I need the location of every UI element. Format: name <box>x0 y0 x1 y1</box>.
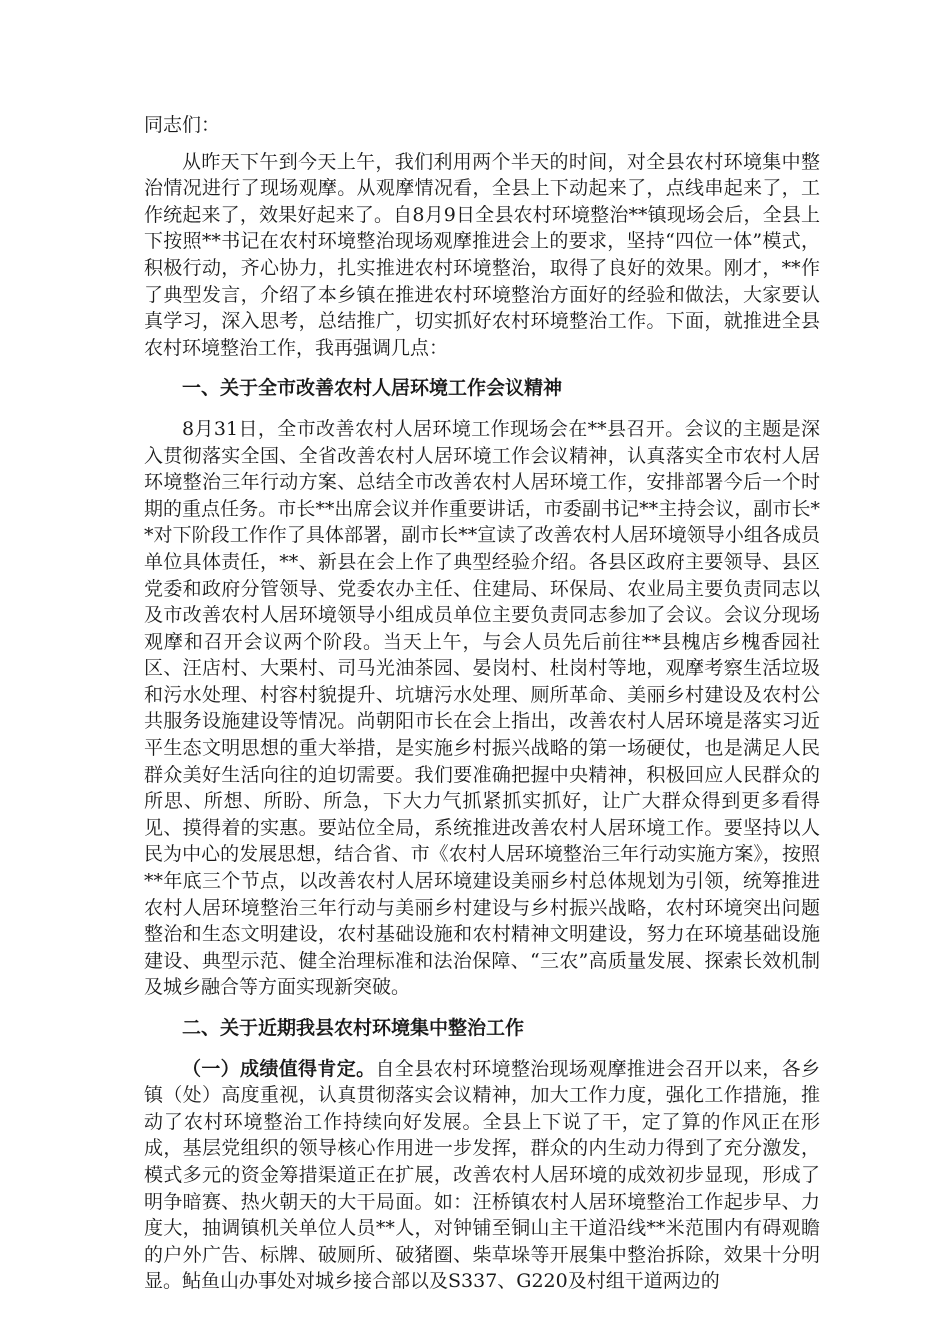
document-page <box>144 112 820 1295</box>
subsection-1-body: 自全县农村环境整治现场观摩推进会召开以来，各乡镇（处）高度重视，认真贯彻落实会议精神，加大工作力度，强化工作措施，推动了农村环境整治工作持续向好发展。全县上下说了干，定了算的作风正在形成，基层党组织的领导核心作用进一步发挥，群众的内生动力得到了充分激发，模式多元的资金筹措渠道正在扩展，改善农村人居环境的成效初步显现，形成了明争暗赛、热火朝天的大干局面。如：汪桥镇农村人居环境整治工作起步早、力度大，抽调镇机关单位人员**人，对钟铺至铜山主干道沿线**米范围内有碍观瞻的户外广告、标牌、破厕所、破猪圈、柴草垛等开展集中整治拆除，效果十分明显。鲇鱼山办事处对城乡接合部以及S337、G220及村组干道两边的 <box>144 1057 820 1293</box>
section-1-paragraph: 8月31日，全市改善农村人居环境工作现场会在**县召开。会议的主题是深入贯彻落实全国、全省改善农村人居环境工作会议精神，认真落实全市农村人居环境整治三年行动方案、总结全市改善农村人居环境工作，安排部署今后一个时期的重点任务。市长**出席会议并作重要讲话，市委副书记**主持会议，副市长**对下阶段工作作了具体部署，副市长**宣读了改善农村人居环境领导小组各成员单位具体责任，**、新县在会上作了典型经验介绍。各县区政府主要领导、县区党委和政府分管领导、党委农办主任、住建局、环保局、农业局主要负责同志以及市改善农村人居环境领导小组成员单位主要负责同志参加了会议。会议分现场观摩和召开会议两个阶段。当天上午，与会人员先后前往**县槐店乡槐香园社区、汪店村、大栗村、司马光油茶园、晏岗村、杜岗村等地，观摩考察生活垃圾和污水处理、村容村貌提升、坑塘污水处理、厕所革命、美丽乡村建设及农村公共服务设施建设等情况。尚朝阳市长在会上指出，改善农村人居环境是落实习近平生态文明思想的重大举措，是实施乡村振兴战略的第一场硬仗，也是满足人民群众美好生活向往的迫切需要。我们要准确把握中央精神，积极回应人民群众的所思、所想、所盼、所急，下大力气抓紧抓实抓好，让广大群众得到更多看得见、摸得着的实惠。要站位全局，系统推进改善农村人居环境工作。要坚持以人民为中心的发展思想，结合省、市《农村人居环境整治三年行动实施方案》，按照**年底三个节点，以改善农村人居环境建设美丽乡村总体规划为引领，统筹推进农村人居环境整治三年行动与美丽乡村建设与乡村振兴战略，农村环境突出问题整治和生态文明建设，农村基础设施和农村精神文明建设，努力在环境基础设施建设、典型示范、健全治理标准和法治保障、“三农”高质量发展、探索长效机制及城乡融合等方面实现新突破。 <box>144 417 820 999</box>
section-2-subsection-1 <box>144 1056 820 1295</box>
section-2-heading: 二、关于近期我县农村环境集中整治工作 <box>182 1017 525 1039</box>
salutation: 同志们： <box>144 114 221 136</box>
section-1-heading: 一、关于全市改善农村人居环境工作会议精神 <box>182 377 563 400</box>
intro-paragraph: 从昨天下午到今天上午，我们利用两个半天的时间，对全县农村环境集中整治情况进行了现场观摩。从观摩情况看，全县上下动起来了，点线串起来了，工作统起来了，效果好起来了。自8月9日全县农村环境整治**镇现场会后，全县上下按照**书记在农村环境整治现场观摩推进会上的要求，坚持“四位一体”模式，积极行动，齐心协力，扎实推进农村环境整治，取得了良好的效果。刚才，**作了典型发言，介绍了本乡镇在推进农村环境整治方面好的经验和做法，大家要认真学习，深入思考，总结推广，切实抓好农村环境整治工作。下面，就推进全县农村环境整治工作，我再强调几点： <box>144 150 820 359</box>
subsection-1-lead: （一）成绩值得肯定。 <box>182 1057 376 1080</box>
